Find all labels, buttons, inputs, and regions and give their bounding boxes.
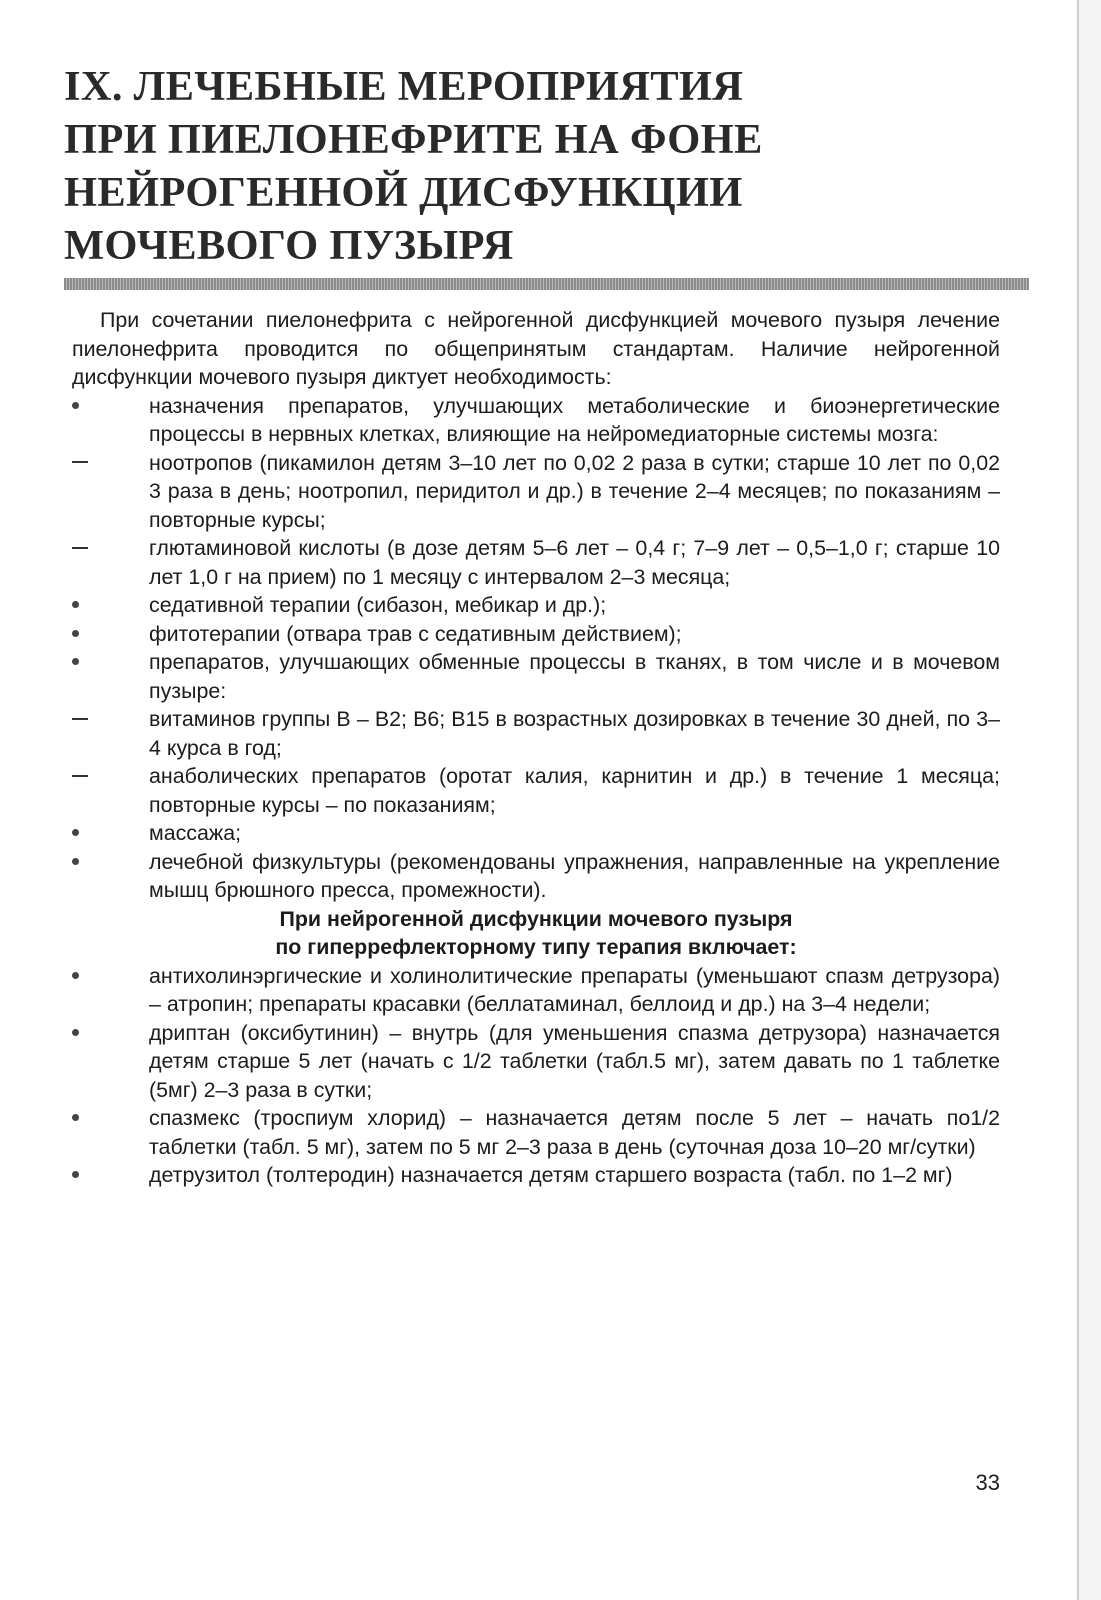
chapter-title-line: НЕЙРОГЕННОЙ ДИСФУНКЦИИ [64,169,743,216]
chapter-title-line: ПРИ ПИЕЛОНЕФРИТЕ НА ФОНЕ [64,116,763,163]
list-item-text: витаминов группы В – В2; В6; В15 в возрастных дозировках в течение 30 дней, по 3–4 курса в год; [149,707,1000,760]
chapter-title-line: МОЧЕВОГО ПУЗЫРЯ [64,222,514,269]
list-item-text: назначения препаратов, улучшающих метаболические и биоэнергетические процессы в нервных клетках, влияющие на нейромедиаторные системы мозга: [149,393,1000,446]
list-item-text: препаратов, улучшающих обменные процессы в тканях, в том числе и в мочевом пузыре: [149,650,1000,703]
bullet-marker [72,819,150,848]
page-edge-shadow [1079,0,1101,1600]
list-item [72,1019,1000,1105]
subheading [72,905,1000,962]
list-item-text: глютаминовой кислоты (в дозе детям 5–6 лет – 0,4 г; 7–9 лет – 0,5–1,0 г; старше 10 лет 1,0 г на прием) по 1 месяцу с интервалом 2–3 месяца; [149,536,1000,589]
list-item [72,1161,1000,1190]
dash-marker [72,762,150,791]
list-item-text: лечебной физкультуры (рекомендованы упражнения, направленные на укрепление мышц брюшного пресса, промежности). [149,849,1000,902]
list-item [72,449,1000,535]
page-number: 33 [975,1470,1000,1495]
bullet-marker [72,848,150,877]
list-item [72,819,1000,848]
treatment-list [72,392,1000,905]
chapter-title-line: IX. ЛЕЧЕБНЫЕ МЕРОПРИЯТИЯ [64,63,744,110]
list-item-text: ноотропов (пикамилон детям 3–10 лет по 0,02 2 раза в сутки; старше 10 лет по 0,02 3 раза в день; ноотропил, перидитол и др.) в течение 2–4 месяцев; по показаниям – повторные курсы; [149,450,1000,532]
bullet-marker [72,591,150,620]
list-item [72,591,1000,620]
list-item-text: спазмекс (троспиум хлорид) – назначается детям после 5 лет – начать по1/2 таблетки (табл. 5 мг), затем по 5 мг 2–3 раза в день (суточная доза 10–20 мг/сутки) [149,1106,1000,1159]
chapter-title [64,60,864,272]
bullet-marker [72,392,150,421]
title-rule [64,278,1029,290]
bullet-marker [72,1019,150,1048]
bullet-marker [72,620,150,649]
list-item [72,620,1000,649]
list-item-text: дриптан (оксибутинин) – внутрь (для уменьшения спазма детрузора) назначается детям старше 5 лет (начать с 1/2 таблетки (табл.5 мг), затем давать по 1 таблетке (5мг) 2–3 раза в сутки; [149,1020,1000,1102]
list-item [72,648,1000,705]
list-item-text: фитотерапии (отвара трав с седативным действием); [149,621,682,646]
bullet-marker [72,648,150,677]
list-item [72,848,1000,905]
bullet-marker [72,1161,150,1190]
dash-marker [72,449,150,478]
dash-marker [72,705,150,734]
list-item [72,392,1000,449]
list-item [72,962,1000,1019]
bullet-marker [72,1104,150,1133]
page-body [72,306,1000,1190]
subheading-line: При нейрогенной дисфункции мочевого пузыря [279,906,793,931]
list-item [72,534,1000,591]
list-item-text: анаболических препаратов (оротат калия, карнитин и др.) в течение 1 месяца; повторные курсы – по показаниям; [149,764,1000,817]
subheading-line: по гиперрефлекторному типу терапия включает: [275,935,797,959]
list-item-text: антихолинэргические и холинолитические препараты (уменьшают спазм детрузора) – атропин; препараты красавки (беллатаминал, беллоид и др.) на 3–4 недели; [149,963,1000,1016]
list-item [72,762,1000,819]
list-item [72,705,1000,762]
list-item [72,1104,1000,1161]
dash-marker [72,534,150,563]
list-item-text: массажа; [149,821,242,845]
list-item-text: седативной терапии (сибазон, мебикар и др.); [149,593,607,617]
list-item-text: детрузитол (толтеродин) назначается детям старшего возраста (табл. по 1–2 мг) [149,1163,953,1187]
intro-paragraph: При сочетании пиелонефрита с нейрогенной дисфункцией мочевого пузыря лечение пиелонефрита проводится по общепринятым стандартам. Наличие нейрогенной дисфункции мочевого пузыря диктует необходимость: [72,308,1000,389]
bullet-marker [72,962,150,991]
hyperreflex-therapy-list [72,962,1000,1190]
